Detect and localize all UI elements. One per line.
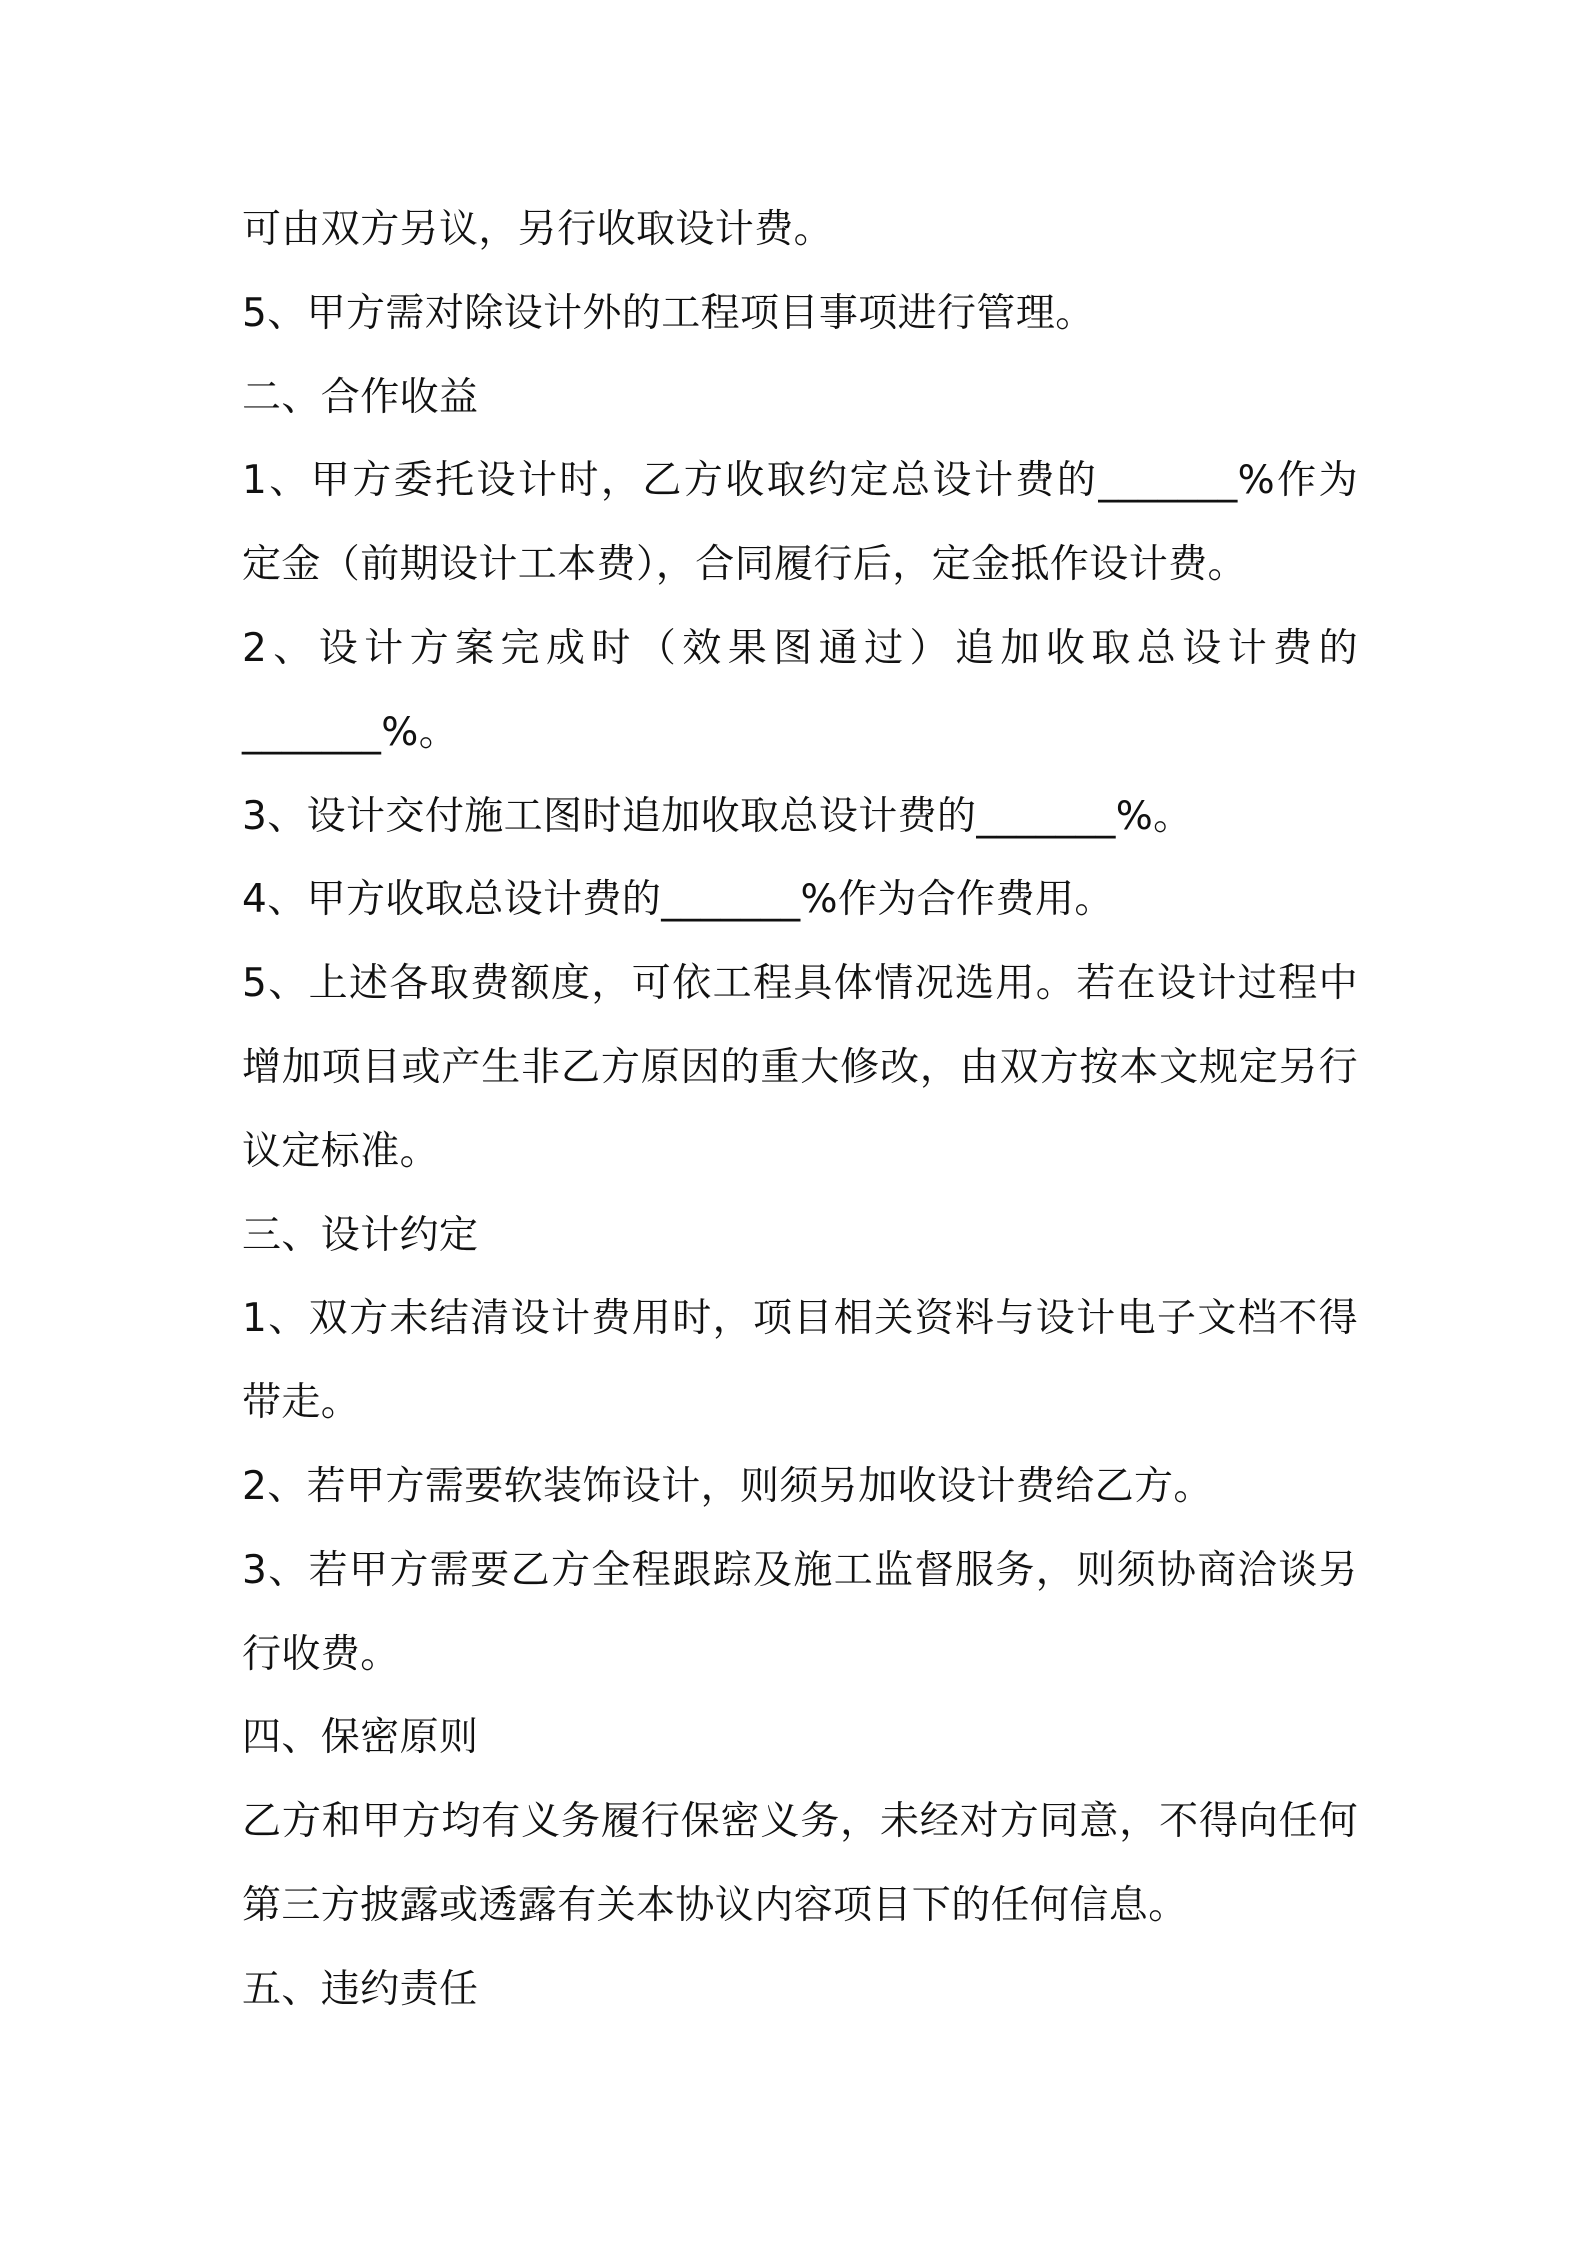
- text-line-continuation-design-fee: 可由双方另议，另行收取设计费。: [242, 207, 834, 252]
- text-line-clause-5-management: 5、甲方需对除设计外的工程项目事项进行管理。: [242, 290, 1095, 336]
- text-line-clause-5-fee-options: 5、上述各取费额度，可依工程具体情况选用。若在设计过程中: [242, 961, 1358, 1007]
- text-line-clause-5-fee-options-cont: 增加项目或产生非乙方原因的重大修改，由双方按本文规定另行: [242, 1044, 1358, 1090]
- text-line-agreement-1-unsettled: 1、双方未结清设计费用时，项目相关资料与设计电子文档不得: [242, 1296, 1358, 1342]
- text-line-confidentiality-body: 乙方和甲方均有义务履行保密义务，未经对方同意，不得向任何: [242, 1799, 1358, 1845]
- text-line-agreement-3-supervision: 3、若甲方需要乙方全程跟踪及施工监督服务，则须协商洽谈另: [242, 1547, 1358, 1593]
- section-heading-cooperation-income: 二、合作收益: [242, 374, 479, 420]
- text-line-clause-2-design-plan: 2、设计方案完成时（效果图通过）追加收取总设计费的: [242, 625, 1358, 671]
- text-line-confidentiality-body-end: 第三方披露或透露有关本协议内容项目下的任何信息。: [242, 1882, 1188, 1928]
- section-heading-design-agreement: 三、设计约定: [242, 1212, 479, 1258]
- text-line-agreement-3-supervision-end: 行收费。: [242, 1631, 400, 1677]
- section-heading-confidentiality: 四、保密原则: [242, 1715, 479, 1761]
- text-line-agreement-1-unsettled-end: 带走。: [242, 1380, 361, 1426]
- text-line-clause-3-construction-drawing: 3、设计交付施工图时追加收取总设计费的_______%。: [242, 793, 1193, 839]
- text-line-clause-4-cooperation-fee: 4、甲方收取总设计费的_______%作为合作费用。: [242, 877, 1114, 923]
- section-heading-breach-liability: 五、违约责任: [242, 1966, 479, 2012]
- text-line-clause-1-deposit: 1、甲方委托设计时，乙方收取约定总设计费的_______%作为: [242, 458, 1358, 504]
- text-line-clause-1-deposit-cont: 定金（前期设计工本费），合同履行后，定金抵作设计费。: [242, 542, 1247, 588]
- text-line-clause-5-fee-options-end: 议定标准。: [242, 1128, 440, 1174]
- text-line-clause-2-percent: _______%。: [242, 709, 459, 755]
- document-body: [242, 188, 1358, 2032]
- text-line-agreement-2-soft-decoration: 2、若甲方需要软装饰设计，则须另加收设计费给乙方。: [242, 1463, 1213, 1509]
